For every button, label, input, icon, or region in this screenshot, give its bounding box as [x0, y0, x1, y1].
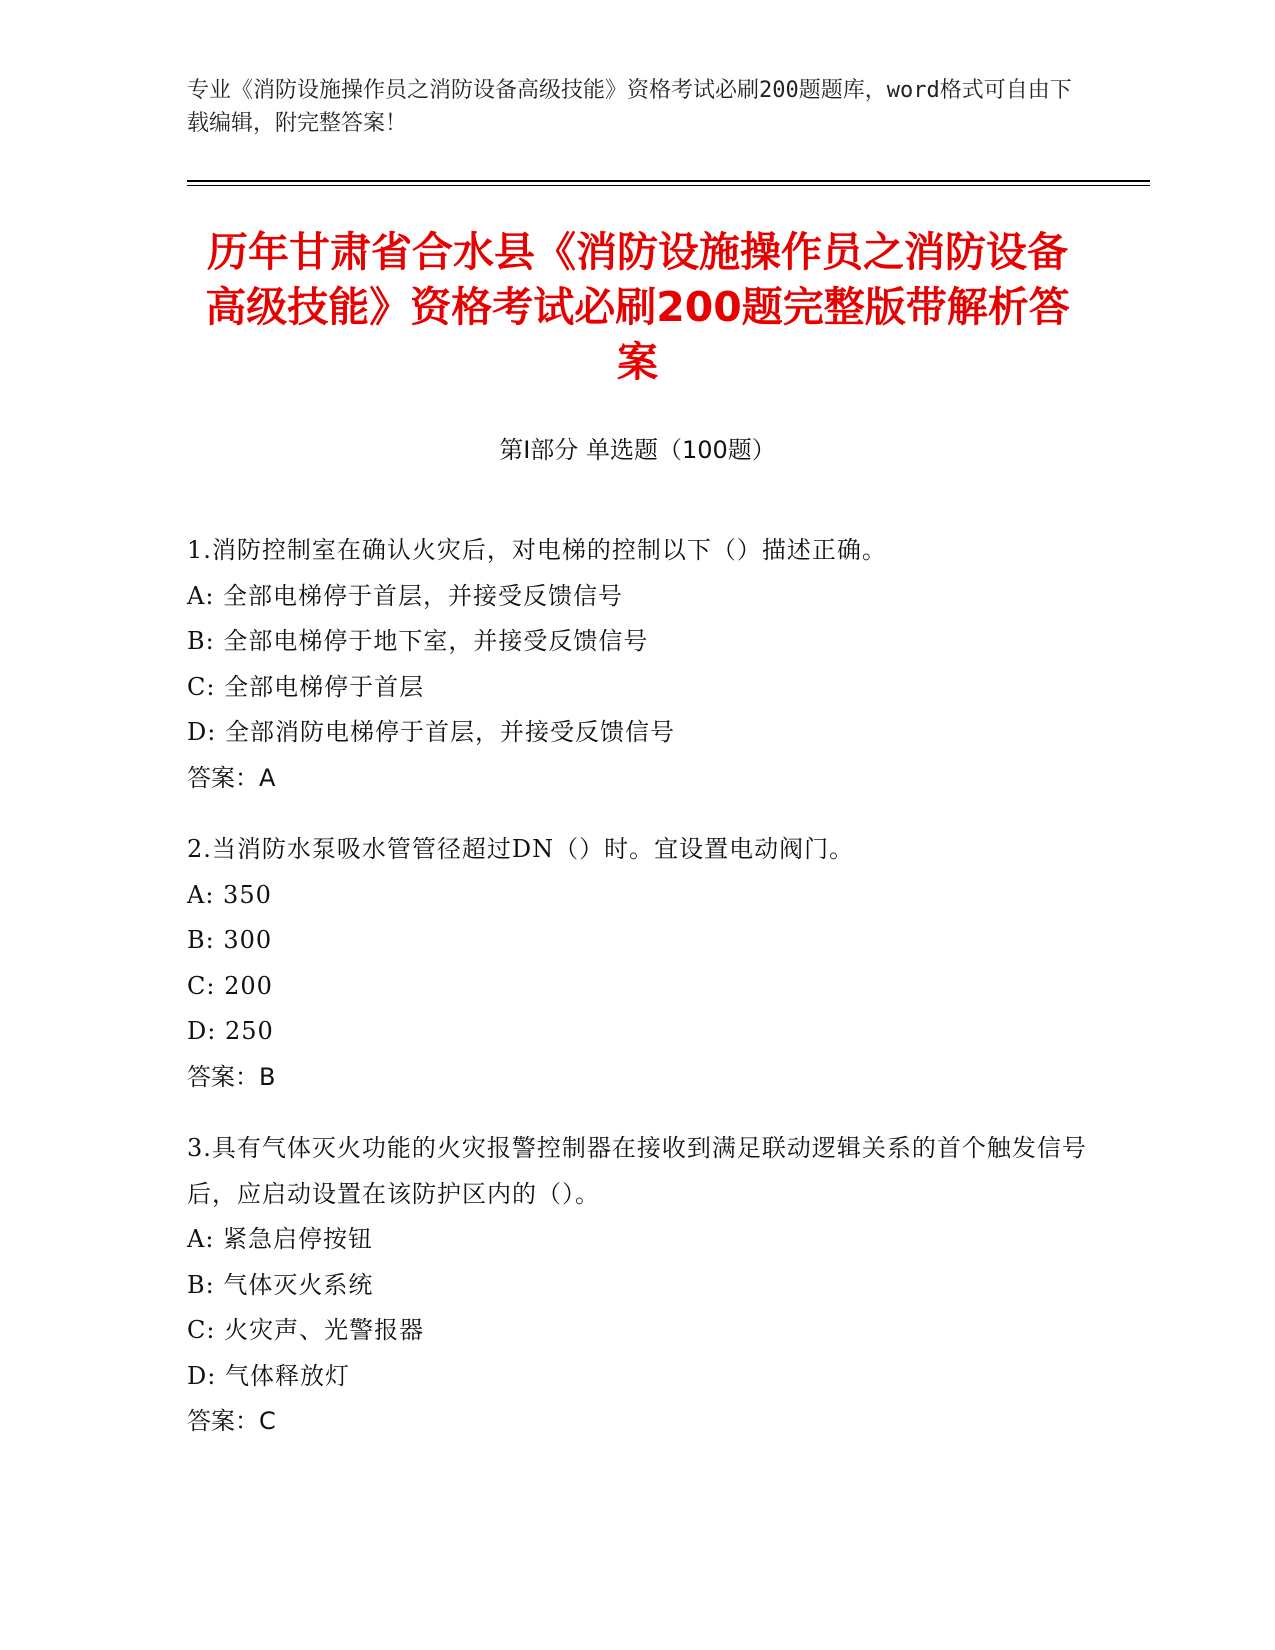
option-a: A: 全部电梯停于首层，并接受反馈信号 [187, 581, 624, 610]
option-a: A: 350 [187, 880, 272, 909]
answer: 答案：A [187, 763, 276, 792]
question-stem: 1.消防控制室在确认火灾后，对电梯的控制以下（）描述正确。 [187, 536, 887, 564]
question-list [187, 528, 1087, 1471]
option-b: B: 全部电梯停于地下室，并接受反馈信号 [187, 627, 649, 655]
option-a: A: 紧急启停按钮 [187, 1225, 374, 1253]
option-d: D: 全部消防电梯停于首层，并接受反馈信号 [187, 718, 675, 746]
header-note: 专业《消防设施操作员之消防设备高级技能》资格考试必刷200题题库，word格式可自由下载编辑，附完整答案！ [187, 78, 1072, 136]
answer: 答案：C [187, 1407, 276, 1435]
header-rule-thin [187, 185, 1150, 186]
section-heading: 第Ⅰ部分 单选题（100题） [499, 436, 776, 464]
option-b: B: 300 [187, 926, 273, 954]
question-1 [187, 528, 1087, 801]
answer: 答案：B [187, 1062, 276, 1091]
option-c: C: 200 [187, 971, 273, 1000]
question-stem: 2.当消防水泵吸水管管径超过DN（）时。宜设置电动阀门。 [187, 835, 855, 863]
question-3 [187, 1126, 1087, 1445]
option-b: B: 气体灭火系统 [187, 1270, 374, 1299]
document-title: 历年甘肃省合水县《消防设施操作员之消防设备高级技能》资格考试必刷200题完整版带解析答案 [205, 228, 1070, 386]
header-rule-thick [187, 180, 1150, 182]
question-stem: 3.具有气体灭火功能的火灾报警控制器在接收到满足联动逻辑关系的首个触发信号后，应启动设置在该防护区内的（）。 [187, 1134, 1087, 1208]
question-2 [187, 827, 1087, 1100]
option-c: C: 火灾声、光警报器 [187, 1316, 425, 1344]
option-d: D: 气体释放灯 [187, 1361, 350, 1390]
option-c: C: 全部电梯停于首层 [187, 672, 425, 701]
option-d: D: 250 [187, 1017, 274, 1045]
